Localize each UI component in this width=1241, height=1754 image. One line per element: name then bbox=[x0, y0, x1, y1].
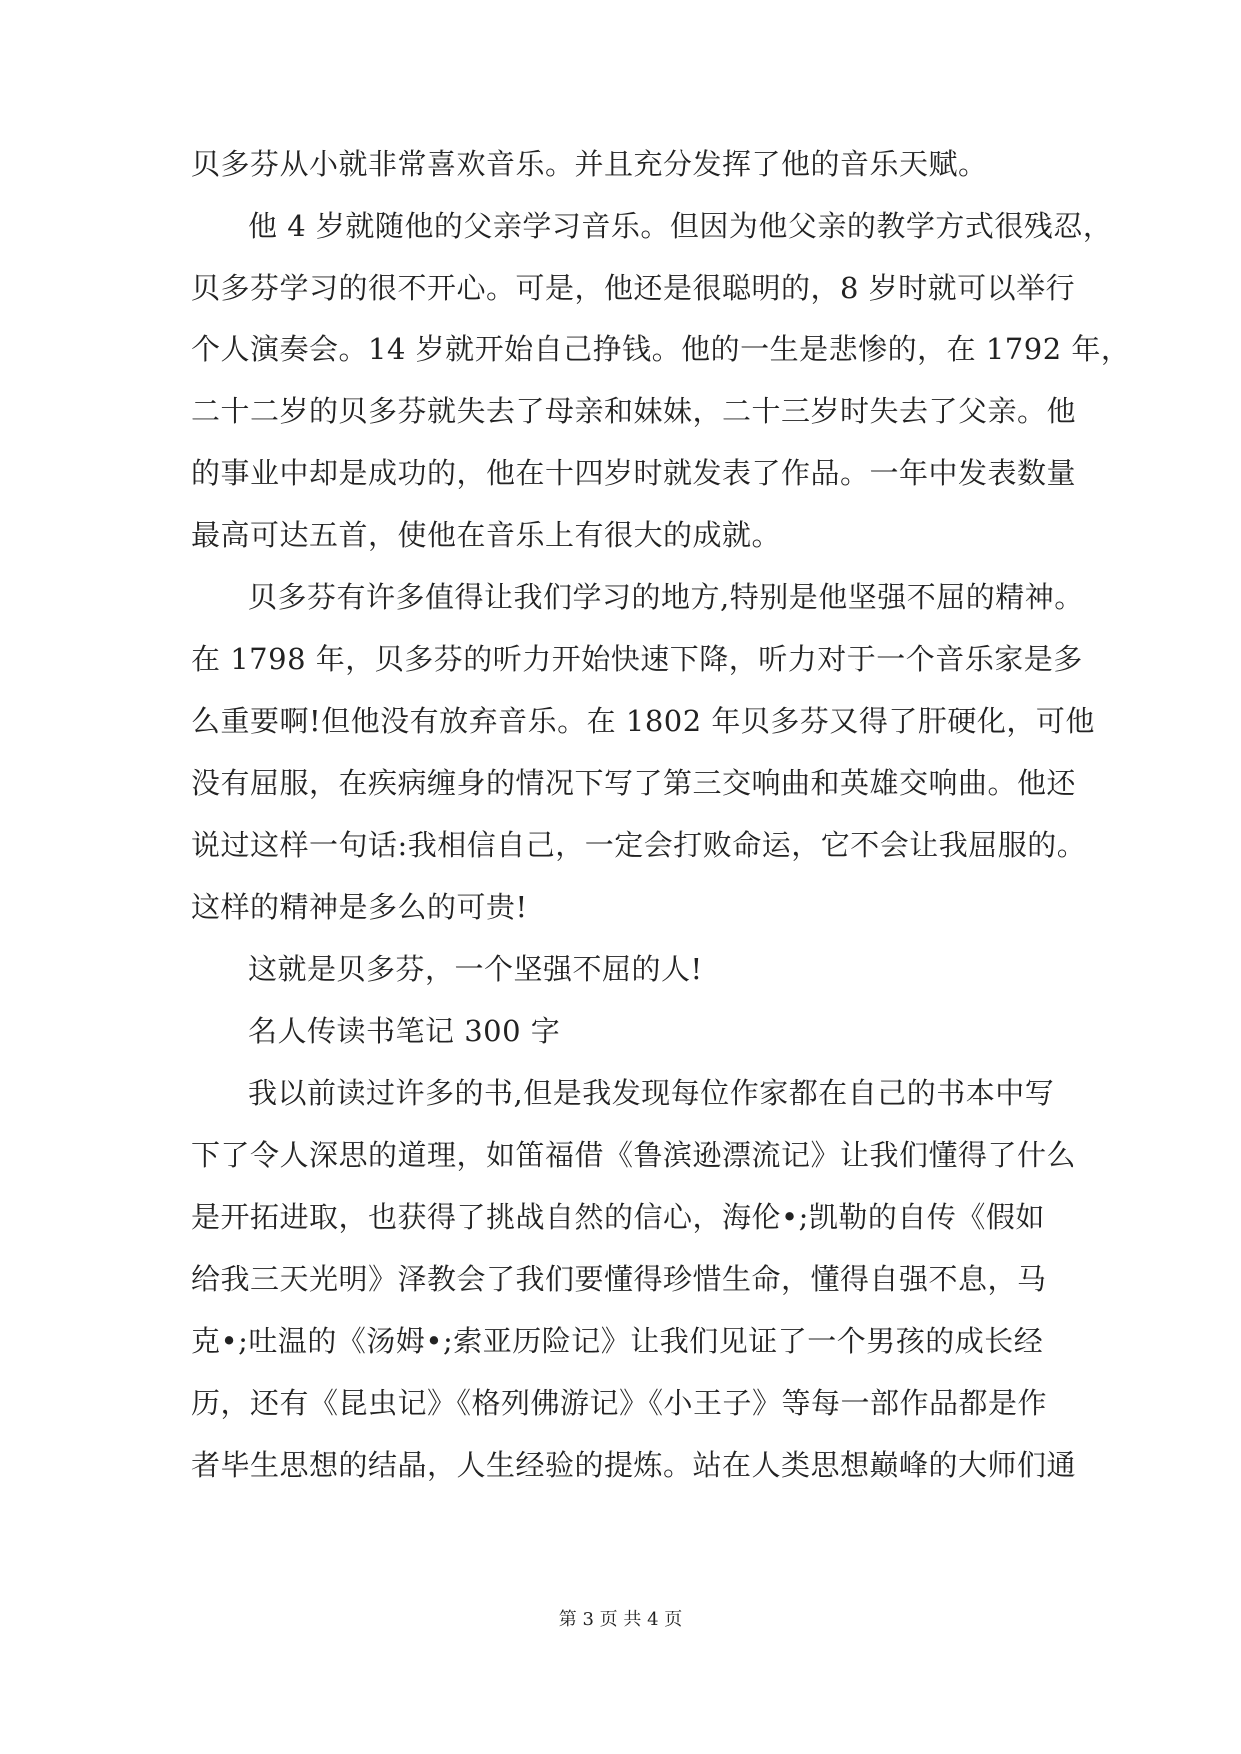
text-line: 克•;吐温的《汤姆•;索亚历险记》让我们见证了一个男孩的成长经 bbox=[191, 1324, 1044, 1358]
text-line: 是开拓进取，也获得了挑战自然的信心，海伦•;凯勒的自传《假如 bbox=[191, 1200, 1045, 1234]
text-line: 我以前读过许多的书,但是我发现每位作家都在自己的书本中写 bbox=[248, 1076, 1055, 1110]
text-line: 者毕生思想的结晶，人生经验的提炼。站在人类思想巅峰的大师们通 bbox=[191, 1448, 1077, 1482]
text-line: 这就是贝多芬，一个坚强不屈的人! bbox=[248, 952, 703, 986]
text-line: 下了令人深思的道理，如笛福借《鲁滨逊漂流记》让我们懂得了什么 bbox=[191, 1138, 1077, 1172]
text-line: 没有屈服，在疾病缠身的情况下写了第三交响曲和英雄交响曲。他还 bbox=[191, 766, 1077, 800]
text-line: 的事业中却是成功的，他在十四岁时就发表了作品。一年中发表数量 bbox=[191, 456, 1077, 490]
text-line: 个人演奏会。14 岁就开始自己挣钱。他的一生是悲惨的，在 1792 年， bbox=[191, 332, 1131, 366]
text-line: 贝多芬有许多值得让我们学习的地方,特别是他坚强不屈的精神。 bbox=[248, 580, 1084, 614]
text-line: 说过这样一句话:我相信自己，一定会打败命运，它不会让我屈服的。 bbox=[191, 828, 1087, 862]
section-heading: 名人传读书笔记 300 字 bbox=[248, 1014, 561, 1048]
text-line: 么重要啊!但他没有放弃音乐。在 1802 年贝多芬又得了肝硬化，可他 bbox=[191, 704, 1095, 738]
text-line: 这样的精神是多么的可贵! bbox=[191, 890, 528, 924]
text-line: 最高可达五首，使他在音乐上有很大的成就。 bbox=[191, 518, 782, 552]
text-line: 历，还有《昆虫记》《格列佛游记》《小王子》等每一部作品都是作 bbox=[191, 1386, 1048, 1420]
text-line: 贝多芬学习的很不开心。可是，他还是很聪明的，8 岁时就可以举行 bbox=[191, 271, 1076, 305]
text-line: 二十二岁的贝多芬就失去了母亲和妹妹，二十三岁时失去了父亲。他 bbox=[191, 394, 1077, 428]
text-line: 给我三天光明》泽教会了我们要懂得珍惜生命，懂得自强不息，马 bbox=[191, 1262, 1047, 1296]
page-number-footer: 第 3 页 共 4 页 bbox=[558, 1609, 683, 1630]
text-line: 他 4 岁就随他的父亲学习音乐。但因为他父亲的教学方式很残忍， bbox=[248, 209, 1113, 243]
text-line: 在 1798 年，贝多芬的听力开始快速下降，听力对于一个音乐家是多 bbox=[191, 642, 1083, 676]
text-line: 贝多芬从小就非常喜欢音乐。并且充分发挥了他的音乐天赋。 bbox=[191, 147, 988, 181]
